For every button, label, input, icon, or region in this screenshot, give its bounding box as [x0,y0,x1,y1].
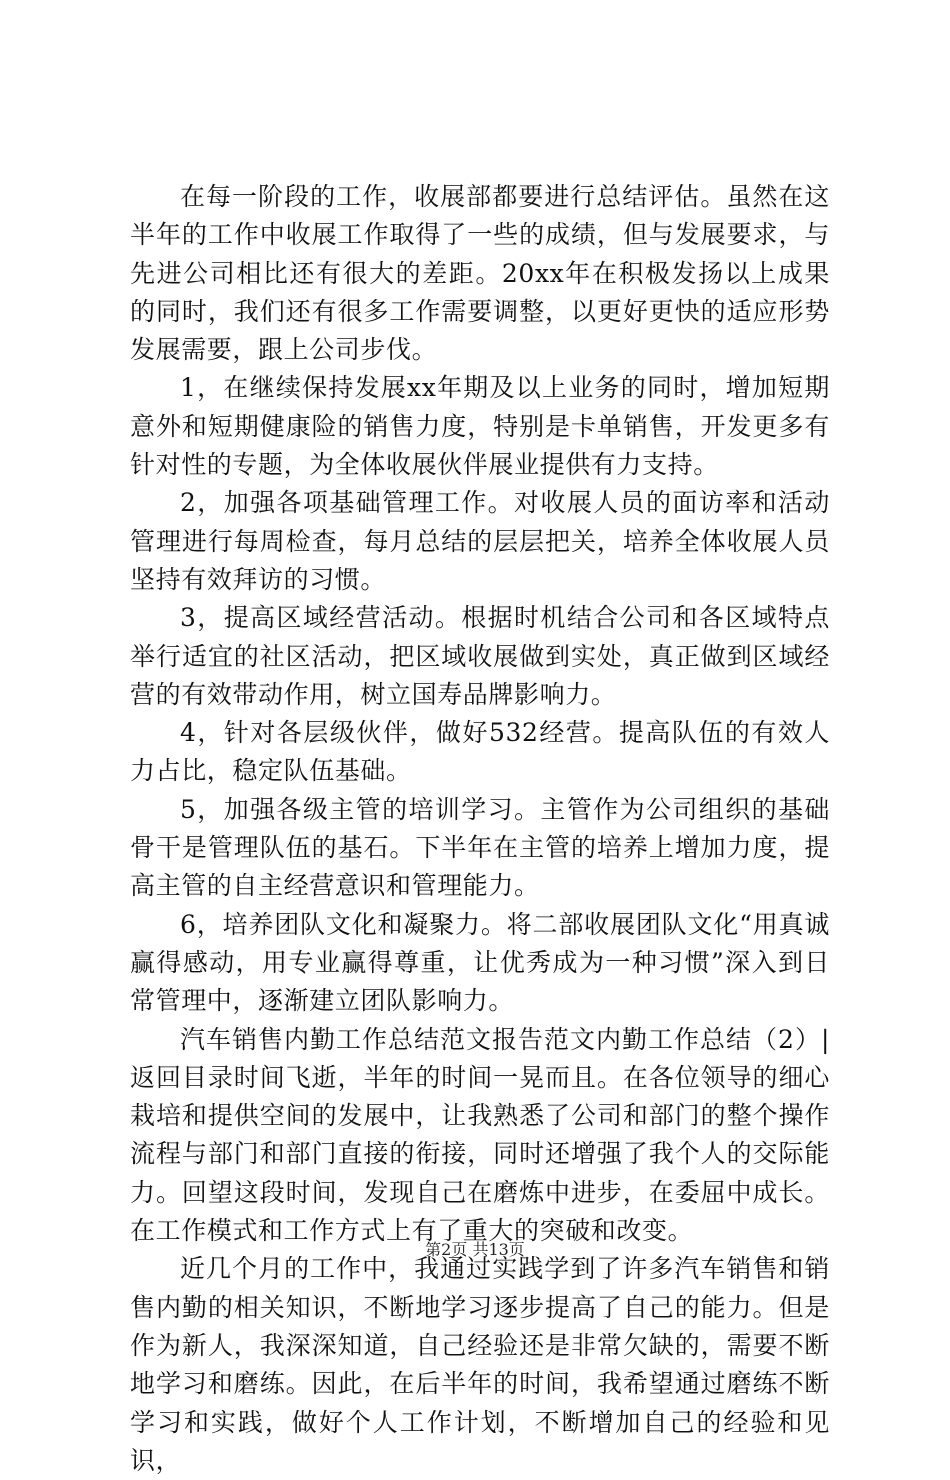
paragraph-intro: 在每一阶段的工作，收展部都要进行总结评估。虽然在这半年的工作中收展工作取得了一些的成绩，但与发展要求，与先进公司相比还有很大的差距。20xx年在积极发扬以上成果的同时，我们还有很多工作需要调整，以更好更快的适应形势发展需要，跟上公司步伐。 [130,182,830,365]
paragraph-item-5: 5，加强各级主管的培训学习。主管作为公司组织的基础骨干是管理队伍的基石。下半年在主管的培养上增加力度，提高主管的自主经营意识和管理能力。 [130,794,830,901]
paragraph-section-2-body: 近几个月的工作中，我通过实践学到了许多汽车销售和销售内勤的相关知识，不断地学习逐步提高了自己的能力。但是作为新人，我深深知道，自己经验还是非常欠缺的，需要不断地学习和磨练。因此，在后半年的时间，我希望通过磨练不断学习和实践，做好个人工作计划，不断增加自己的经验和见识， [130,1254,830,1475]
paragraph-item-6: 6，培养团队文化和凝聚力。将二部收展团队文化“用真诚赢得感动，用专业赢得尊重，让优秀成为一种习惯”深入到日常管理中，逐渐建立团队影响力。 [130,909,830,1016]
paragraph-section-2-intro: 汽车销售内勤工作总结范文报告范文内勤工作总结（2）|返回目录时间飞逝，半年的时间一晃而且。在各位领导的细心栽培和提供空间的发展中，让我熟悉了公司和部门的整个操作流程与部门和部门直接的衔接，同时还增强了我个人的交际能力。回望这段时间，发现自己在磨炼中进步，在委屈中成长。在工作模式和工作方式上有了重大的突破和改变。 [130,1024,830,1246]
paragraph-item-2: 2，加强各项基础管理工作。对收展人员的面访率和活动管理进行每周检查，每月总结的层层把关，培养全体收展人员坚持有效拜访的习惯。 [130,488,830,594]
paragraph-item-3: 3，提高区域经营活动。根据时机结合公司和各区域特点举行适宜的社区活动，把区域收展做到实处，真正做到区域经营的有效带动作用，树立国寿品牌影响力。 [130,603,830,709]
page-number-footer: 第2页 共13页 [425,1240,525,1259]
paragraph-item-4: 4，针对各层级伙伴，做好532经营。提高队伍的有效人力占比，稳定队伍基础。 [130,718,830,786]
paragraph-item-1: 1，在继续保持发展xx年期及以上业务的同时，增加短期意外和短期健康险的销售力度，特别是卡单销售，开发更多有针对性的专题，为全体收展伙伴展业提供有力支持。 [130,373,830,480]
document-body [130,178,830,1480]
